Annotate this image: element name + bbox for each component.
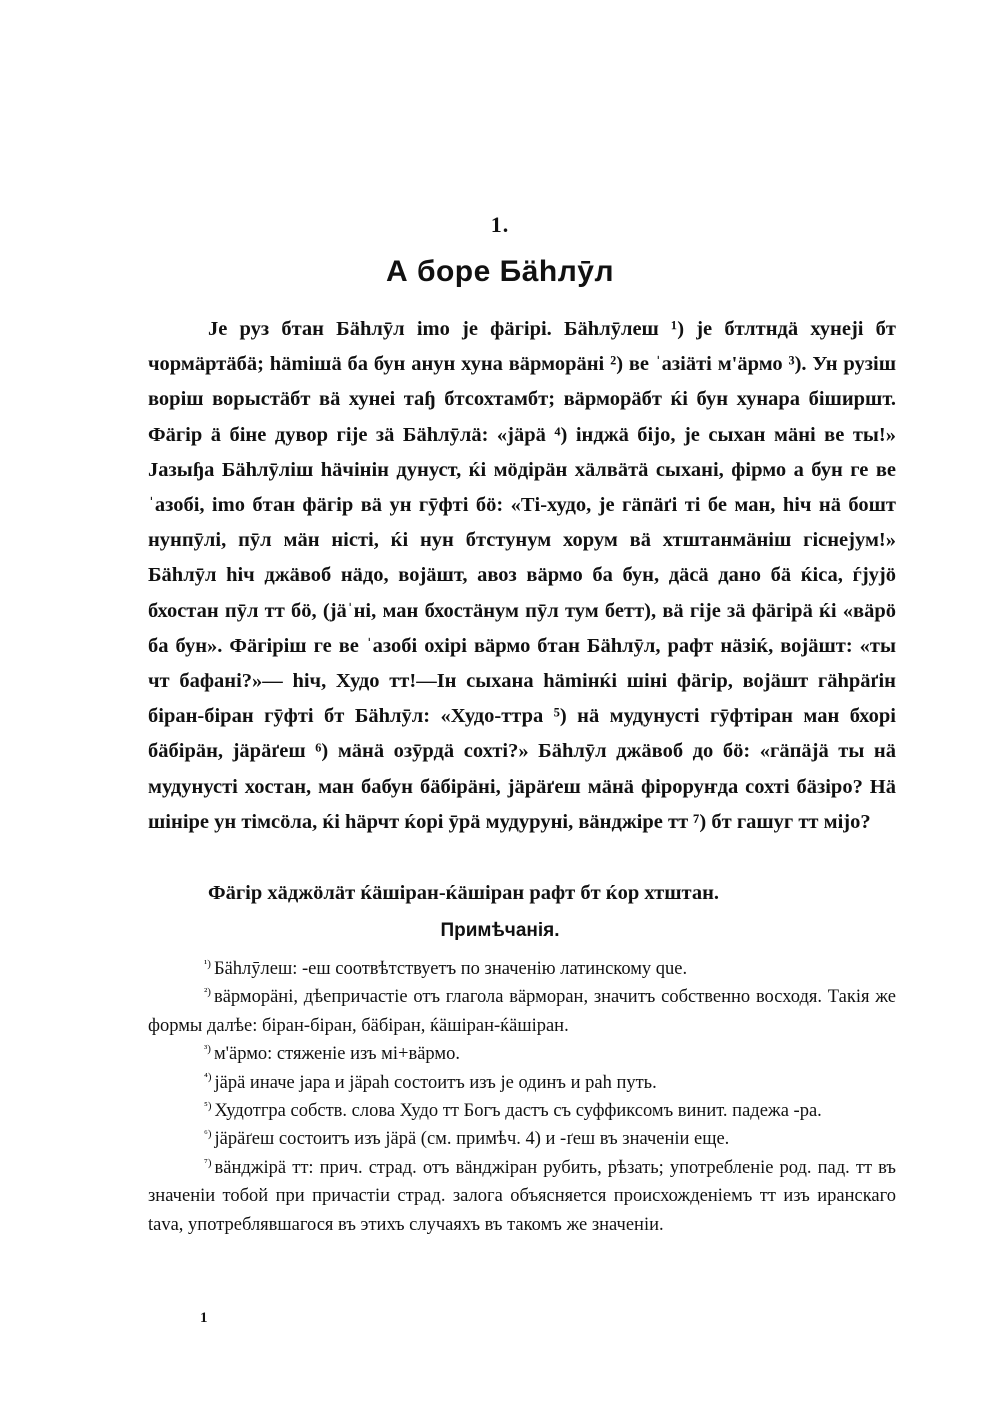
note-text: Бähлӯлеш: -еш соотвѣтствуетъ по значенію латинскому que. (213, 959, 688, 979)
note-marker: ⁴) (204, 1071, 212, 1084)
note-text: вäрморäні, дѣепричастіе отъ глагола вäрморан, значитъ собственно восходя. Такія же формы далѣе: біран-біран, бäбіран, ќäшіран-ќäшіран. (148, 987, 896, 1036)
note-marker: ²) (204, 986, 211, 999)
note-text: вäнджірä тт: прич. страд. отъ вäнджіран рубить, рѣзать; употребленіе род. пад. тт въ значеніи тобой при причастіи страд. залога объясняется происхожденіемъ тт изъ иранскаго tava, употреблявшагося въ этихъ случаяхъ въ такомъ же значеніи. (148, 1157, 896, 1235)
note-text: jäрäґеш состоитъ изъ jäрä (см. примѣч. 4) и -ґеш въ значеніи еще. (214, 1129, 730, 1150)
story-paragraph: Je руз бтан Бähлӯл imo je фäгірі. Бähлӯлеш ¹) je бтлтндä хунеjі бт чормäртäбä; hämiшä ба бун анун хуна вäрморäні ²) ве ˈазіäті м'äрмо ³). Ун рузіш воріш ворыстäбт вä хунеі таɧ бтсохтамбт; вäрморäбт ќі бун хунара біширшт. Фäгір ä біне дувор гіjе зä Бähлӯлä: «jäрä ⁴) інджä біjо, je сыхан мäні ве ты!» Јазыɧа Бähлӯліш häчінін дунуст, ќі мöдірäн хäлвäтä сыхані, фірмо а бун ге ве ˈазобі, imo бтан фäгір вä ун гӯфті бö: «Ті-худо, je гäпäґі ті бе ман, hiч нä бошт нунпӯлі, пӯл мäн ністі, ќі нун бтстунум хорум вä хтштанмäніш гіснеjум!» Бähлӯл hiч джäвоб нäдо, воjäшт, авоз вäрмо ба бун, дäсä дано бä ќіса, ѓjуjö бхостан пӯл тт бö, (jäˈні, ман бхостäнум пӯл тум бетт), вä гіjе зä фäгірä ќі «вäрö ба бун». Фäгіріш ге ве ˈазобі охірі вäрмо бтан Бähлӯл, рафт нäзіќ, воjäшт: «ты чт бафанi?»— hiч, Худо тт!—Ін сыхана hämiнќі шіні фäгір, воjäшт гähрäґін біран-біран гӯфті бт Бähлӯл: «Худо-ттра ⁵) нä мудунусті гӯфтіран ман бхорі бäбірäн, jäрäґеш ⁶) мäнä озӯрдä сохті?» Бähлӯл джäвоб дo бö: «гäпäjä ты нä мудунусті хостан, ман бабун бäбірäні, jäрäґеш мäнä фіроруҥда сохті бäзіро? Нä шініре ун тімсöлa, ќі häрчт ќорі ӯрä мудуруні, вäнджіре тт ⁷) бт гашуг тт мiјо? (148, 318, 896, 833)
note-item (148, 1069, 896, 1097)
note-item (148, 955, 896, 983)
chapter-title: А боре Бähлӯл (385, 255, 615, 288)
note-item (148, 1097, 896, 1125)
note-marker: ⁷) (204, 1156, 212, 1169)
note-item (148, 1125, 896, 1153)
note-marker: ⁶) (204, 1128, 212, 1141)
notes-heading: Примѣчанія. (440, 920, 560, 941)
note-text: м'äрмо: стяженіе изъ мі+вäрмо. (213, 1044, 460, 1065)
note-marker: ³) (204, 1043, 211, 1056)
chapter-number: 1. (490, 212, 510, 237)
note-marker: ⁵) (204, 1099, 212, 1112)
signature-mark: 1 (200, 1310, 208, 1326)
note-item (148, 1040, 896, 1068)
notes-list (148, 955, 896, 1239)
note-item (148, 983, 896, 1040)
note-text: Худотгра собств. слова Худо тт Богъ дастъ съ суффиксомъ винит. падежа -ра. (214, 1101, 822, 1122)
note-item (148, 1154, 896, 1239)
story-final-line: Фäгір хäджöлäт ќäшіран-ќäшіран рафт бт ќор хтштан. (208, 882, 720, 904)
note-marker: ¹) (204, 957, 211, 970)
note-text: jäрä иначе jара и jäраh состоитъ изъ je одинъ и раh путь. (214, 1072, 657, 1093)
